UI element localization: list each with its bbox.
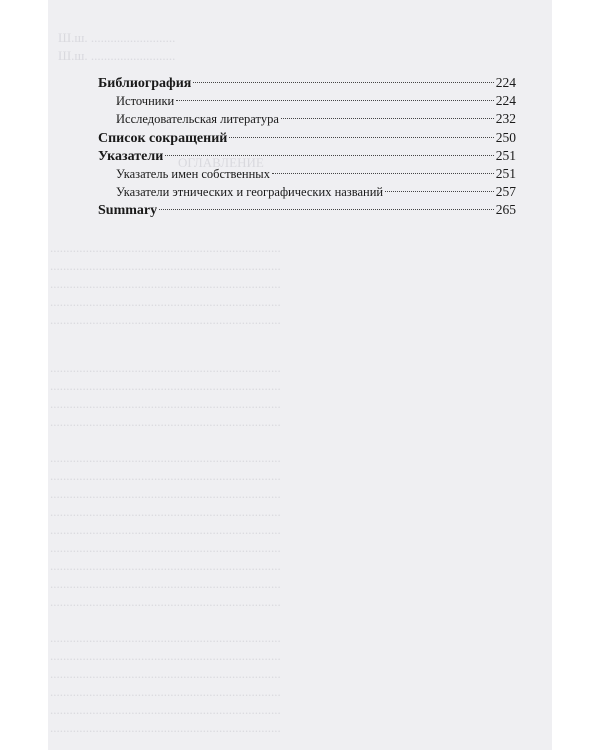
toc-entry-title: Библиография xyxy=(98,76,192,91)
toc-entry-title: Список сокращений xyxy=(98,130,228,146)
toc-entry xyxy=(98,147,516,165)
dot-leader xyxy=(176,100,494,101)
toc-entry-page-number: 265 xyxy=(495,202,516,218)
dot-leader xyxy=(281,118,494,119)
toc-entry-title: Источники xyxy=(116,94,175,109)
dot-leader xyxy=(385,191,494,192)
toc-entry-page-number: 251 xyxy=(495,147,516,163)
toc-entry xyxy=(98,201,516,219)
toc-entry-page-number: 257 xyxy=(495,184,516,200)
toc-entry xyxy=(98,74,516,92)
toc-entry-title: Summary xyxy=(98,203,158,219)
toc-entry-page-number: 232 xyxy=(495,111,516,127)
toc-entry-title: Исследовательская литература xyxy=(116,112,279,127)
toc-entry xyxy=(98,92,516,110)
toc-entry xyxy=(98,183,516,201)
book-page: Ш.ш. .......................... Ш.ш. .......................... ОГЛАВЛЕНИЕ ....................................................................... ....................................................................... ....................................................................... ....................................................................... ....................................................................... ....................................................................... ....................................................................... ....................................................................... ....................................................................... ....................................................................... ....................................................................... ....................................................................... ....................................................................... ....................................................................... ....................................................................... ....................................................................... ....................................................................... ....................................................................... ....................................................................... ....................................................................... ....................................................................... ....................................................................... ....................................................................... ....................................................................... Библиография 224 Источники 224 Исследовательская литература 232 Список сокращений 250 Указатели 251 Указатель имен собственных 251 Указатели этнических и географических названий 257 Summary 265 xyxy=(48,0,552,750)
toc-entry-title: Указатели этнических и географических названий xyxy=(116,185,384,200)
dot-leader xyxy=(165,155,493,156)
table-of-contents xyxy=(98,74,516,220)
toc-entry xyxy=(98,110,516,128)
toc-entry-page-number: 224 xyxy=(495,75,516,90)
toc-entry-page-number: 251 xyxy=(495,165,516,181)
toc-entry-page-number: 224 xyxy=(495,93,516,109)
toc-entry-title: Указатель имен собственных xyxy=(116,166,270,181)
dot-leader xyxy=(193,82,493,83)
toc-entry xyxy=(98,129,516,147)
dot-leader xyxy=(159,209,494,210)
toc-entry-title: Указатели xyxy=(98,148,164,164)
dot-leader xyxy=(272,173,494,174)
dot-leader xyxy=(229,137,493,138)
toc-entry-page-number: 250 xyxy=(495,129,516,145)
toc-entry xyxy=(98,165,516,183)
